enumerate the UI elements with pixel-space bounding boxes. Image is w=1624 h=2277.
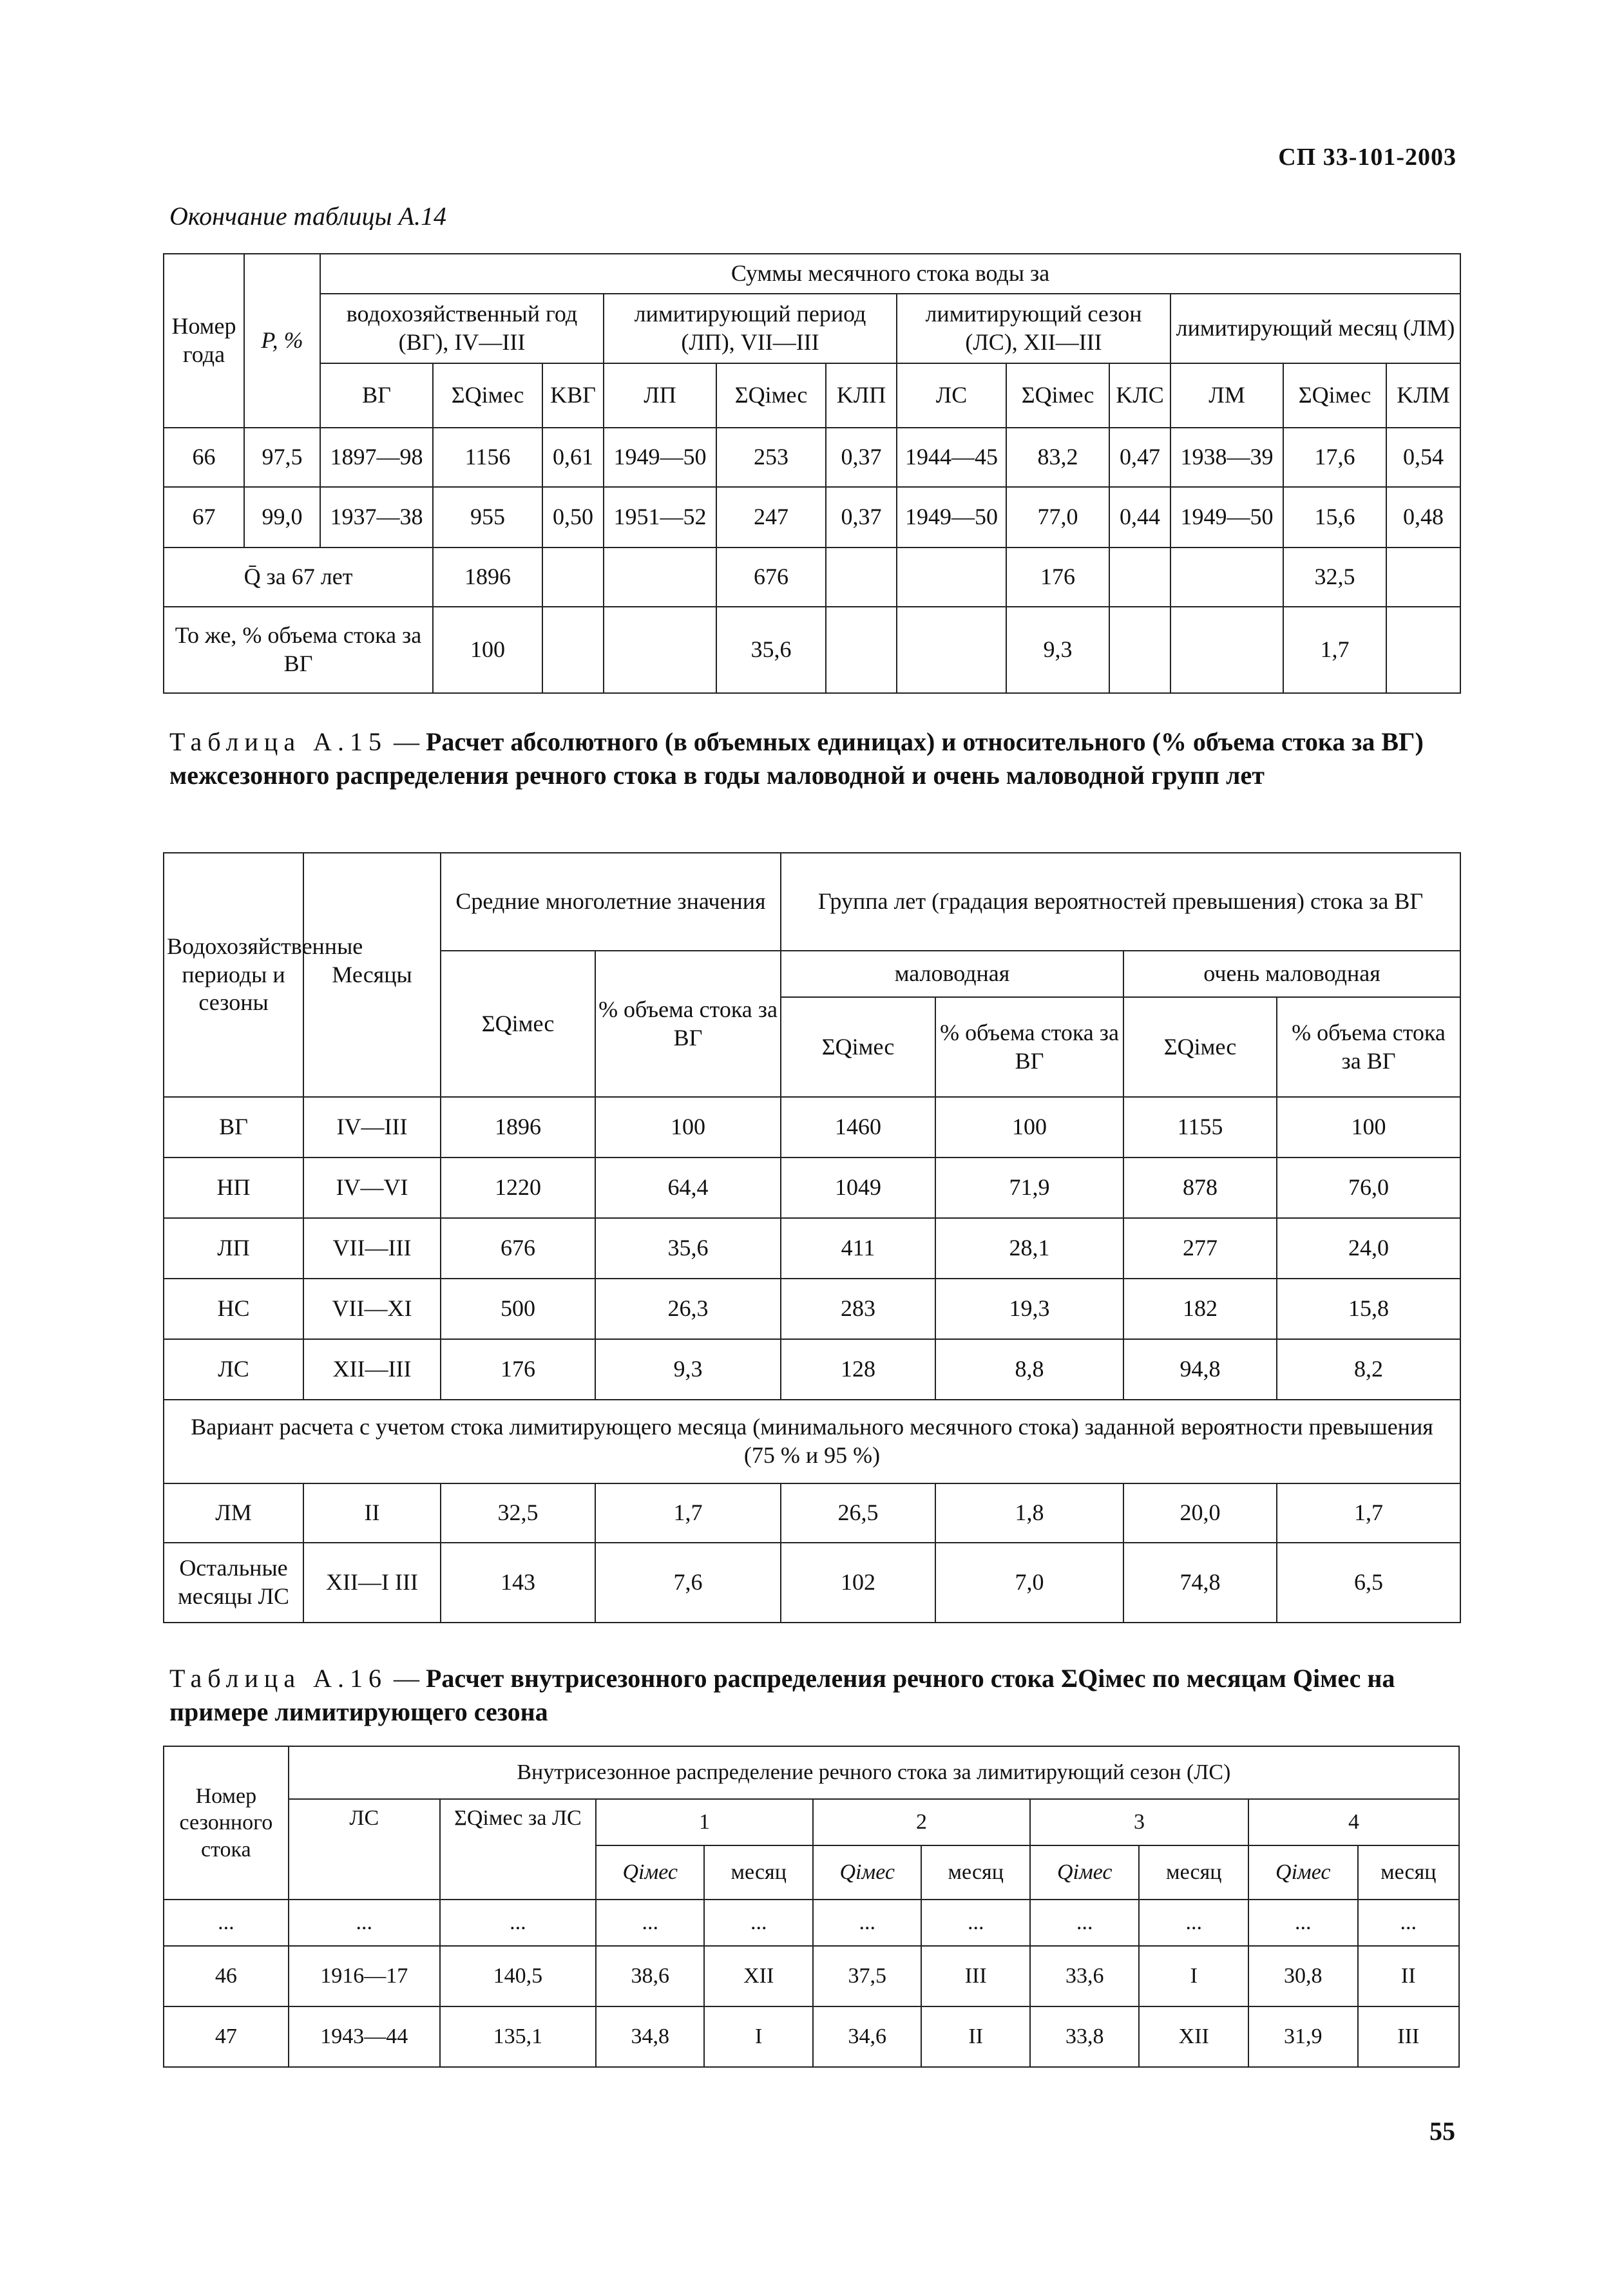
header-sums: Суммы месячного стока воды за: [320, 254, 1460, 294]
table-cell: II: [1358, 1946, 1459, 2006]
table-cell: 1937—38: [320, 487, 433, 548]
table-cell: VII—III: [303, 1218, 441, 1279]
table-cell: 0,50: [542, 487, 604, 548]
table-cell: НП: [164, 1158, 303, 1218]
table-cell: 1,7: [1277, 1483, 1460, 1543]
table-cell: 74,8: [1123, 1543, 1277, 1623]
variant-note: Вариант расчета с учетом стока лимитирующего месяца (минимального месячного стока) заданной вероятности превышения (75 % и 95 %): [164, 1400, 1460, 1483]
table-cell: 676: [716, 548, 826, 607]
table-cell: 1,7: [595, 1483, 781, 1543]
table-cell: XII—III: [303, 1339, 441, 1400]
document-code: СП 33-101-2003: [1278, 144, 1457, 171]
table-cell: 30,8: [1248, 1946, 1358, 2006]
table-a16-caption: Таблица А.16 — Расчет внутрисезонного распределения речного стока ΣQiмес по месяцам Qiмес на примере лимитирующего сезона: [169, 1664, 1395, 1726]
header-month: месяц: [704, 1845, 813, 1900]
table-cell: 76,0: [1277, 1158, 1460, 1218]
table-cell: 182: [1123, 1279, 1277, 1339]
table-cell: [826, 548, 897, 607]
table-cell: НС: [164, 1279, 303, 1339]
table-cell: 8,8: [935, 1339, 1123, 1400]
table-cell: 31,9: [1248, 2006, 1358, 2067]
table-cell: 1949—50: [1170, 487, 1283, 548]
table-cell: 100: [433, 607, 542, 693]
caption-title: Расчет внутрисезонного распределения речного стока ΣQiмес по месяцам Qiмес на примере лимитирующего сезона: [169, 1664, 1395, 1726]
table-cell: 0,61: [542, 428, 604, 487]
table-cell: 94,8: [1123, 1339, 1277, 1400]
table-cell: 0,37: [826, 487, 897, 548]
table-cell: 176: [441, 1339, 595, 1400]
table-cell: 0,44: [1109, 487, 1170, 548]
table-cell: 26,3: [595, 1279, 781, 1339]
header-q: Qiмес: [1248, 1845, 1358, 1900]
table-cell: 955: [433, 487, 542, 548]
table-cell: 0,54: [1386, 428, 1460, 487]
header-group: водохозяйственный год (ВГ), IV—III: [320, 294, 604, 363]
table-cell: [897, 548, 1006, 607]
table-cell: 1943—44: [289, 2006, 440, 2067]
table-cell: ...: [1248, 1900, 1358, 1946]
subheader: KЛМ: [1386, 363, 1460, 428]
table-cell: [604, 548, 716, 607]
table-cell: 0,47: [1109, 428, 1170, 487]
table-cell: ВГ: [164, 1097, 303, 1158]
table-cell: 34,8: [596, 2006, 705, 2067]
table-cell: 143: [441, 1543, 595, 1623]
table-a15-caption: Таблица А.15 — Расчет абсолютного (в объемных единицах) и относительного (% объема стока за ВГ) межсезонного распределения речного стока в годы маловодной и очень маловодной групп лет: [169, 727, 1424, 790]
table-cell: 1156: [433, 428, 542, 487]
table-a14: [163, 253, 1461, 694]
header-rank: 3: [1030, 1799, 1248, 1845]
table-cell: ЛС: [164, 1339, 303, 1400]
table-cell: 28,1: [935, 1218, 1123, 1279]
header-rank: 1: [596, 1799, 813, 1845]
header-sum: ΣQiмес: [441, 951, 595, 1097]
table-cell: III: [1358, 2006, 1459, 2067]
table-cell: 9,3: [595, 1339, 781, 1400]
header-number: Номер сезонного стока: [164, 1746, 289, 1900]
header-probability: P, %: [244, 254, 320, 428]
header-month: месяц: [1139, 1845, 1248, 1900]
table-cell: IV—VI: [303, 1158, 441, 1218]
table-cell: 1897—98: [320, 428, 433, 487]
table-cell: Остальные месяцы ЛС: [164, 1543, 303, 1623]
subheader: ЛМ: [1170, 363, 1283, 428]
caption-label: Таблица А.15: [169, 727, 387, 756]
table-row: [164, 1339, 1460, 1400]
table-cell: 135,1: [440, 2006, 596, 2067]
table-cell: 1,8: [935, 1483, 1123, 1543]
table-cell: 1220: [441, 1158, 595, 1218]
table-cell: 100: [935, 1097, 1123, 1158]
table-row: [164, 1483, 1460, 1543]
table-cell: 283: [781, 1279, 935, 1339]
table-row: [164, 1218, 1460, 1279]
table-cell: ...: [704, 1900, 813, 1946]
table-cell: 46: [164, 1946, 289, 2006]
table-cell: 1951—52: [604, 487, 716, 548]
table-cell: 20,0: [1123, 1483, 1277, 1543]
table-cell: 1049: [781, 1158, 935, 1218]
subheader: ВГ: [320, 363, 433, 428]
header-percent: % объема стока за ВГ: [1277, 997, 1460, 1097]
header-rank: 2: [813, 1799, 1030, 1845]
header-ls: ЛС: [289, 1799, 440, 1900]
subheader: ΣQiмес: [716, 363, 826, 428]
table-row: [164, 1946, 1459, 2006]
mean-row: [164, 548, 1460, 607]
table-cell: 19,3: [935, 1279, 1123, 1339]
header-group: лимитирующий месяц (ЛМ): [1170, 294, 1460, 363]
page-number: 55: [1429, 2117, 1455, 2146]
header-q: Qiмес: [596, 1845, 705, 1900]
table-cell: [826, 607, 897, 693]
table-cell: ...: [813, 1900, 922, 1946]
table-a16: [163, 1746, 1460, 2068]
table-cell: [1109, 607, 1170, 693]
subheader: ΣQiмес: [433, 363, 542, 428]
table-cell: XII—I III: [303, 1543, 441, 1623]
table-row: [164, 1158, 1460, 1218]
subheader: ΣQiмес: [1006, 363, 1109, 428]
table-cell: 83,2: [1006, 428, 1109, 487]
table-cell: 500: [441, 1279, 595, 1339]
header-very-low-water: очень маловодная: [1123, 951, 1460, 997]
table-cell: 1460: [781, 1097, 935, 1158]
header-group: Группа лет (градация вероятностей превышения) стока за ВГ: [781, 853, 1460, 951]
header-percent: % объема стока за ВГ: [595, 951, 781, 1097]
percent-row: [164, 607, 1460, 693]
table-cell: 33,6: [1030, 1946, 1140, 2006]
table-cell: 47: [164, 2006, 289, 2067]
table-cell: 71,9: [935, 1158, 1123, 1218]
table-cell: 1938—39: [1170, 428, 1283, 487]
table-a15: [163, 852, 1461, 1623]
table-cell: [604, 607, 716, 693]
table-cell: 32,5: [441, 1483, 595, 1543]
header-periods: Водохозяйственные периоды и сезоны: [164, 853, 303, 1097]
table-cell: ...: [1358, 1900, 1459, 1946]
header-percent: % объема стока за ВГ: [935, 997, 1123, 1097]
table-cell: 1916—17: [289, 1946, 440, 2006]
table-cell: 15,8: [1277, 1279, 1460, 1339]
table-cell: 140,5: [440, 1946, 596, 2006]
table-cell: 32,5: [1283, 548, 1386, 607]
table-cell: 64,4: [595, 1158, 781, 1218]
header-rank: 4: [1248, 1799, 1459, 1845]
table-cell: 1896: [433, 548, 542, 607]
table-cell: 0,37: [826, 428, 897, 487]
table-cell: VII—XI: [303, 1279, 441, 1339]
table-cell: 26,5: [781, 1483, 935, 1543]
header-months: Месяцы: [303, 853, 441, 1097]
header-month: месяц: [1358, 1845, 1459, 1900]
table-cell: 67: [164, 487, 244, 548]
table-cell: ...: [164, 1900, 289, 1946]
table-cell: ...: [921, 1900, 1030, 1946]
caption-title: Расчет абсолютного (в объемных единицах) и относительного (% объема стока за ВГ) межсезонного распределения речного стока в годы маловодной и очень маловодной групп лет: [169, 727, 1424, 790]
table-cell: 7,0: [935, 1543, 1123, 1623]
table-cell: ...: [596, 1900, 705, 1946]
table-cell: 33,8: [1030, 2006, 1140, 2067]
table-cell: XII: [1139, 2006, 1248, 2067]
table-cell: 38,6: [596, 1946, 705, 2006]
table-cell: 17,6: [1283, 428, 1386, 487]
table-cell: 1949—50: [604, 428, 716, 487]
table-cell: [542, 607, 604, 693]
table-cell: ...: [1030, 1900, 1140, 1946]
table-cell: II: [921, 2006, 1030, 2067]
table-cell: 676: [441, 1218, 595, 1279]
table-cell: 253: [716, 428, 826, 487]
table-cell: [1170, 548, 1283, 607]
table-cell: 277: [1123, 1218, 1277, 1279]
table-cell: 102: [781, 1543, 935, 1623]
table-cell: IV—III: [303, 1097, 441, 1158]
subheader: KЛП: [826, 363, 897, 428]
table-cell: [897, 607, 1006, 693]
header-low-water: маловодная: [781, 951, 1123, 997]
table-cell: 99,0: [244, 487, 320, 548]
table-cell: 66: [164, 428, 244, 487]
table-cell: 100: [1277, 1097, 1460, 1158]
table-cell: ...: [289, 1900, 440, 1946]
table-cell: 35,6: [716, 607, 826, 693]
table-cell: ЛП: [164, 1218, 303, 1279]
table-cell: 97,5: [244, 428, 320, 487]
table-cell: 1155: [1123, 1097, 1277, 1158]
table-row: [164, 1543, 1460, 1623]
table-cell: 878: [1123, 1158, 1277, 1218]
header-q: Qiмес: [813, 1845, 922, 1900]
table-cell: [1386, 548, 1460, 607]
table-cell: [1170, 607, 1283, 693]
table-row: [164, 1097, 1460, 1158]
header-group: лимитирующий период (ЛП), VII—III: [604, 294, 897, 363]
table-cell: 100: [595, 1097, 781, 1158]
table-cell: ...: [440, 1900, 596, 1946]
table-cell: 34,6: [813, 2006, 922, 2067]
table-row: [164, 2006, 1459, 2067]
table-cell: 1944—45: [897, 428, 1006, 487]
table-cell: II: [303, 1483, 441, 1543]
table-cell: 24,0: [1277, 1218, 1460, 1279]
header-q: Qiмес: [1030, 1845, 1140, 1900]
subheader: ЛП: [604, 363, 716, 428]
header-sum: ΣQiмес за ЛС: [440, 1799, 596, 1900]
table-row: [164, 487, 1460, 548]
table-cell: XII: [704, 1946, 813, 2006]
percent-label: То же, % объема стока за ВГ: [164, 607, 433, 693]
table-cell: 1896: [441, 1097, 595, 1158]
header-number: Номер года: [164, 254, 244, 428]
table-cell: I: [704, 2006, 813, 2067]
table-cell: [542, 548, 604, 607]
table-cell: [1386, 607, 1460, 693]
header-mean: Средние многолетние значения: [441, 853, 781, 951]
subheader: ΣQiмес: [1283, 363, 1386, 428]
table-cell: 37,5: [813, 1946, 922, 2006]
table-row: [164, 1900, 1459, 1946]
table-cell: ...: [1139, 1900, 1248, 1946]
table-continuation-label: Окончание таблицы А.14: [169, 202, 447, 231]
table-cell: I: [1139, 1946, 1248, 2006]
table-cell: 9,3: [1006, 607, 1109, 693]
table-cell: 411: [781, 1218, 935, 1279]
table-cell: 128: [781, 1339, 935, 1400]
table-cell: ЛМ: [164, 1483, 303, 1543]
table-row: [164, 1279, 1460, 1339]
subheader: KВГ: [542, 363, 604, 428]
mean-label: Q̄ за 67 лет: [164, 548, 433, 607]
table-cell: 8,2: [1277, 1339, 1460, 1400]
table-cell: 35,6: [595, 1218, 781, 1279]
table-cell: 7,6: [595, 1543, 781, 1623]
table-cell: 6,5: [1277, 1543, 1460, 1623]
subheader: KЛС: [1109, 363, 1170, 428]
table-cell: 0,48: [1386, 487, 1460, 548]
header-super: Внутрисезонное распределение речного стока за лимитирующий сезон (ЛС): [289, 1746, 1459, 1799]
caption-label: Таблица А.16: [169, 1664, 387, 1693]
table-cell: [1109, 548, 1170, 607]
table-cell: 1,7: [1283, 607, 1386, 693]
header-sum: ΣQiмес: [781, 997, 935, 1097]
table-cell: 247: [716, 487, 826, 548]
header-month: месяц: [921, 1845, 1030, 1900]
table-cell: 1949—50: [897, 487, 1006, 548]
table-cell: 176: [1006, 548, 1109, 607]
header-group: лимитирующий сезон (ЛС), XII—III: [897, 294, 1170, 363]
table-row: [164, 428, 1460, 487]
table-cell: 15,6: [1283, 487, 1386, 548]
subheader: ЛС: [897, 363, 1006, 428]
table-cell: 77,0: [1006, 487, 1109, 548]
table-cell: III: [921, 1946, 1030, 2006]
header-sum: ΣQiмес: [1123, 997, 1277, 1097]
